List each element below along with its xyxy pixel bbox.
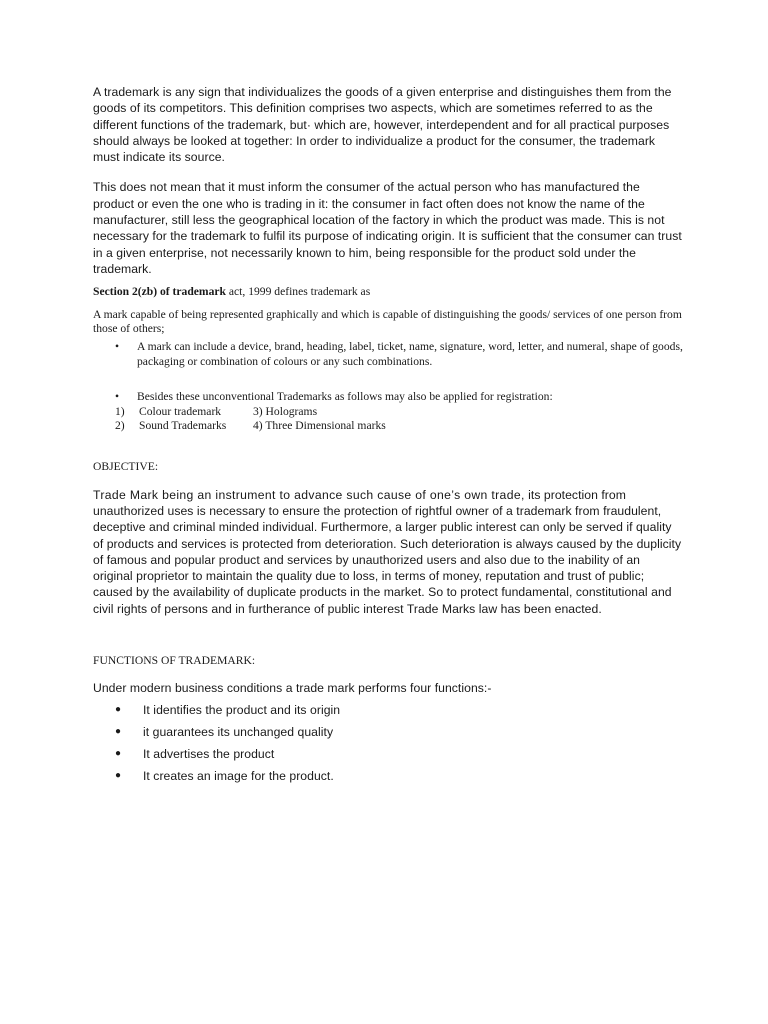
objective-paragraph (93, 487, 683, 617)
bullet-icon: ● (115, 725, 122, 737)
bullet-text: A mark can include a device, brand, heading, label, ticket, name, signature, word, letter, and numeral, shape of goods, packaging or combination of colours or any such combinations. (137, 340, 683, 368)
intro-paragraph-1: A trademark is any sign that individualizes the goods of a given enterprise and distinguishes them from the goods of its competitors. This definition comprises two aspects, which are sometimes referred to as the different functions of the trademark, but· which are, however, interdependent and for all practical purposes should always be looked at together: In order to individualize a product for the consumer, the trademark must indicate its source. (93, 85, 672, 165)
section-rest: act, 1999 defines trademark as (225, 285, 371, 299)
function-text: It creates an image for the product. (143, 768, 334, 783)
list-item (93, 340, 683, 369)
three-dimensional-marks: 4) Three Dimensional marks (253, 419, 386, 433)
unconventional-bullet-list (93, 390, 683, 405)
spacer (93, 369, 683, 390)
intro-paragraph-2: This does not mean that it must inform the consumer of the actual person who has manufactured the product or even the one who is trading in it: the consumer in fact often does not know the name of the manufacturer, still less the geographical location of the factory in which the product was made. This is not necessary for the trademark to fulfil its purpose of indicating origin. It is sufficient that the consumer can trust in a given enterprise, not necessarily known to him, being responsible for the product sold under the trademark. (93, 180, 682, 276)
functions-list (93, 702, 683, 784)
objective-lead: Trade Mark being an instrument to advance such cause of one’s own trade, (93, 487, 525, 502)
bullet-icon: ● (115, 703, 122, 715)
colour-trademark: Colour trademark (139, 404, 222, 418)
list-item (93, 724, 683, 740)
list-item (93, 390, 683, 405)
sound-trademarks: Sound Trademarks (139, 419, 227, 433)
bullet-icon: • (115, 390, 120, 404)
function-text: It advertises the product (143, 746, 275, 761)
functions-heading: FUNCTIONS OF TRADEMARK: (93, 653, 256, 667)
objective-heading: OBJECTIVE: (93, 460, 159, 474)
list-item (93, 746, 683, 762)
bullet-icon: • (115, 340, 120, 354)
objective-body: its protection from unauthorized uses is necessary to ensure the protection of rightful owner of a trademark from fraudulent, deceptive and criminal minded individual. Furthermore, a larger public interest can only be served if quality of products and services is protected from deterioration. Such deterioration is always caused by the duplicity of famous and popular product and services by unauthorized users and also due to the inability of an original proprietor to maintain the quality due to loss, in terms of money, reputation and trust of public; caused by the availability of duplicate products in the market. So to protect fundamental, constitutional and civil rights of persons and in furtherance of public interest Trade Marks law has been enacted. (93, 487, 682, 616)
function-text: it guarantees its unchanged quality (143, 724, 334, 739)
section-reference: Section 2(zb) of trademark (93, 285, 226, 299)
row-number: 1) (115, 404, 125, 418)
list-item (93, 702, 683, 718)
section-definition-line (93, 285, 683, 300)
holograms: 3) Holograms (253, 404, 318, 418)
function-text: It identifies the product and its origin (143, 702, 341, 717)
bullet-icon: ● (115, 747, 122, 759)
bullet-text: Besides these unconventional Trademarks as follows may also be applied for registration: (137, 390, 553, 404)
unconventional-row-2 (93, 419, 683, 434)
bullet-icon: ● (115, 769, 122, 781)
mark-bullet-list (93, 340, 683, 369)
functions-intro: Under modern business conditions a trade mark performs four functions:- (93, 680, 492, 695)
unconventional-row-1 (93, 405, 683, 420)
row-number: 2) (115, 419, 125, 433)
mark-definition: A mark capable of being represented graphically and which is capable of distinguishing the goods/ services of one person from those of others; (93, 307, 682, 336)
document-page (93, 84, 683, 790)
list-item (93, 768, 683, 784)
